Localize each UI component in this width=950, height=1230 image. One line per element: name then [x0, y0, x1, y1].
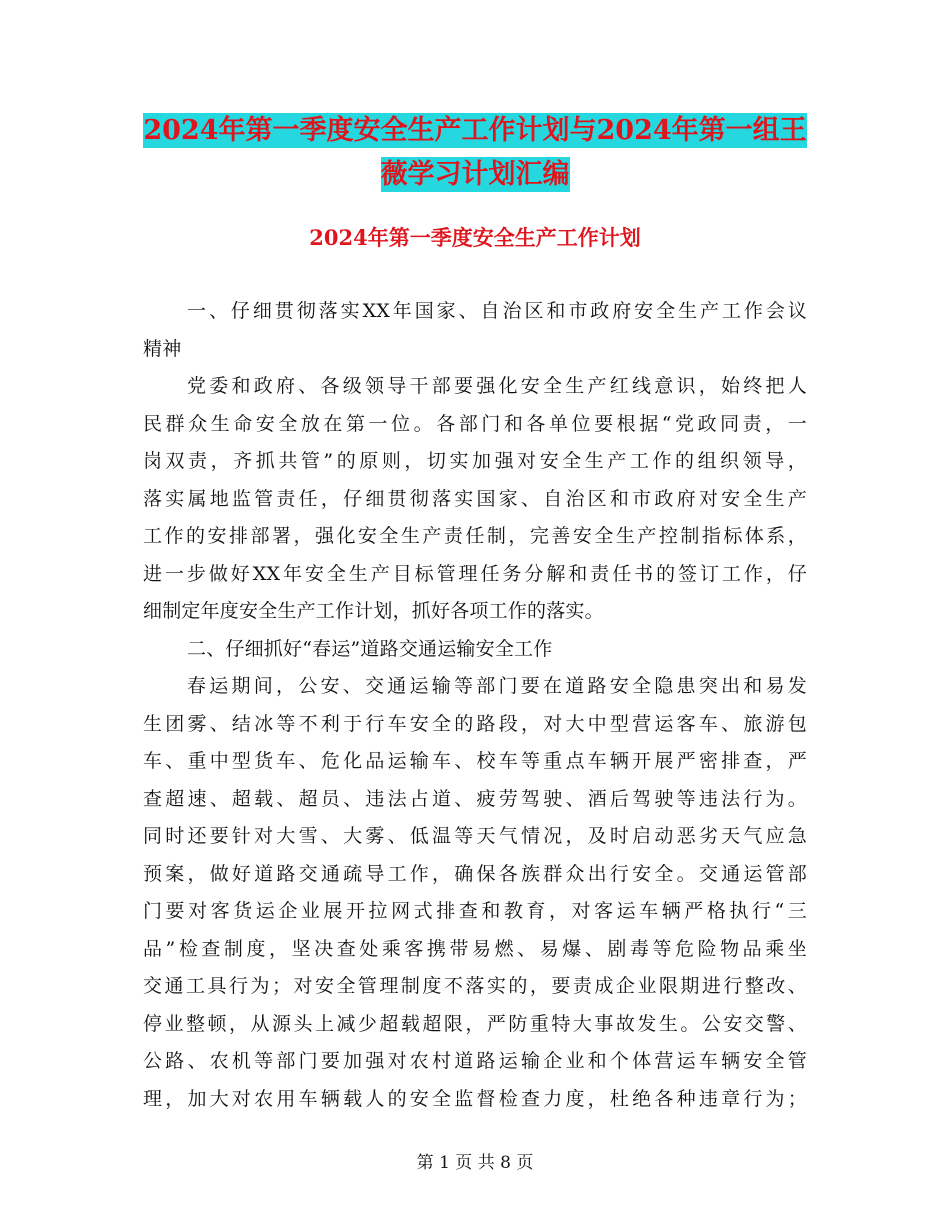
text-line: 公路、农机等部门要加强对农村道路运输企业和个体营运车辆安全管: [143, 1050, 807, 1072]
text-line: 工作的安排部署，强化安全生产责任制，完善安全生产控制指标体系，: [143, 525, 807, 547]
document-title-line-1: [120, 107, 830, 155]
text-line: 党委和政府、各级领导干部要强化安全生产红线意识，始终把人: [187, 375, 807, 397]
text-line: 落实属地监管责任，仔细贯彻落实国家、自治区和市政府对安全生产: [143, 487, 807, 510]
text-line: 细制定年度安全生产工作计划，抓好各项工作的落实。: [143, 600, 604, 622]
text-line: 精神: [143, 337, 182, 360]
text-line: 预案，做好道路交通疏导工作，确保各族群众出行安全。交通运管部: [143, 862, 807, 885]
text-line: 停业整顿，从源头上减少超载超限，严防重特大事故发生。公安交警、: [143, 1012, 807, 1035]
section-title: 2024年第一季度安全生产工作计划: [309, 225, 641, 250]
text-line: 品”检查制度，坚决查处乘客携带易燃、易爆、剧毒等危险物品乘坐: [143, 937, 807, 960]
text-line: 同时还要针对大雪、大雾、低温等天气情况，及时启动恶劣天气应急: [143, 825, 807, 847]
text-line: 岗双责，齐抓共管”的原则，切实加强对安全生产工作的组织领导，: [143, 450, 807, 472]
text-line: 生团雾、结冰等不利于行车安全的路段，对大中型营运客车、旅游包: [143, 712, 807, 735]
page-footer: 第 1 页 共 8 页: [416, 1153, 534, 1173]
title-highlight: 薇学习计划汇编: [380, 159, 570, 190]
text-line: 交通工具行为；对安全管理制度不落实的，要责成企业限期进行整改、: [143, 975, 807, 997]
document-title-line-2: [120, 151, 830, 199]
text-line: 进一步做好XX年安全生产目标管理任务分解和责任书的签订工作，仔: [143, 562, 807, 585]
text-line: 车、重中型货车、危化品运输车、校车等重点车辆开展严密排查，严: [143, 750, 807, 772]
text-line: 理，加大对农用车辆载人的安全监督检查力度，杜绝各种违章行为；: [143, 1087, 807, 1110]
text-line: 二、仔细抓好“春运”道路交通运输安全工作: [187, 637, 553, 660]
body-text: [143, 293, 807, 1118]
text-line: 春运期间，公安、交通运输等部门要在道路安全隐患突出和易发: [187, 675, 807, 697]
title-highlight: 2024年第一季度安全生产工作计划与2024年第一组王: [143, 115, 807, 146]
text-line: 民群众生命安全放在第一位。各部门和各单位要根据“党政同责，一: [143, 412, 807, 435]
text-line: 一、仔细贯彻落实XX年国家、自治区和市政府安全生产工作会议: [187, 300, 807, 322]
text-line: 查超速、超载、超员、违法占道、疲劳驾驶、酒后驾驶等违法行为。: [143, 787, 807, 810]
text-line: 门要对客货运企业展开拉网式排查和教育，对客运车辆严格执行“三: [143, 900, 807, 922]
